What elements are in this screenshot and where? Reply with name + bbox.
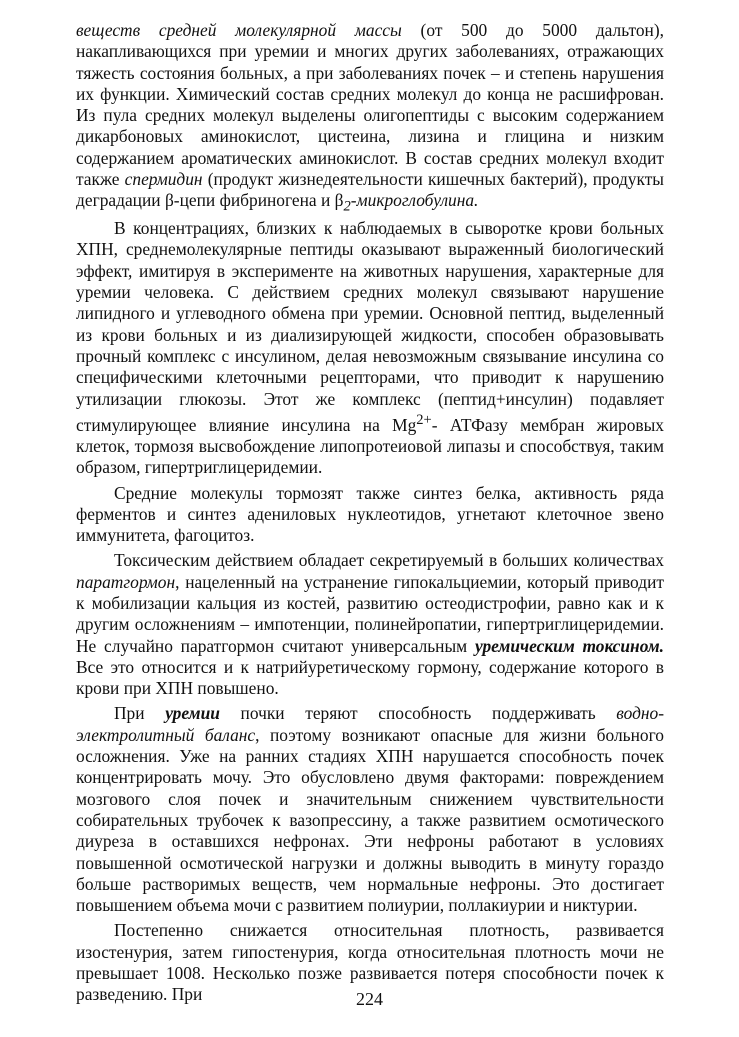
paragraph-2 [76,218,664,478]
superscript: 2+ [416,411,432,428]
term-spermidine: спермидин [124,169,203,190]
paragraph-text: Постепенно снижается относительная плотность, развивается изостенурия, затем гипостенурия, когда относительная плотность мочи не превышает 1008. Несколько позже развивается потеря способности почек к разведению. При [76,920,664,1005]
paragraph-text: Средние молекулы тормозят также синтез белка, активность ряда ферментов и синтез адениловых нуклеотидов, угнетают клеточное звено иммунитета, фагоцитоз. [76,482,664,546]
paragraph-text: - АТФазу мембран жировых клеток, тормозя высвобождение липопротеиовой липазы и способствуя, таким образом, гипертриглицеридемии. [76,414,664,478]
page-body [76,20,664,1006]
paragraph-text: При [114,703,166,724]
term-uremic-toxin: уремическим токсином. [474,635,664,656]
paragraph-text: В концентрациях, близких к наблюдаемых в сыворотке крови больных ХПН, среднемолекулярные пептиды оказывают выраженный биологический эффект, имитируя в эксперименте на животных нарушения, характерные для уремии человека. С действием средних молекул связывают нарушение липидного и углеводного обмена при уремии. Основной пептид, выделенный из крови больных и из диализирующей жидкости, способен образовывать прочный комплекс с инсулином, делая невозможным связывание инсулина со специфическими клеточными рецепторами, что приводит к нарушению утилизации глюкозы. Этот же комплекс (пептид+инсулин) подавляет стимулирующее влияние инсулина на Mg [76,218,664,435]
paragraph-3 [76,483,664,547]
paragraph-text: Все это относится и к натрийуретическому гормону, содержание которого в крови при ХПН повышено. [76,656,664,699]
term-water-electrolyte-balance: водно-электролитный баланс [76,703,664,745]
term-middle-molecules: веществ средней молекулярной массы [76,20,402,40]
paragraph-1 [76,20,664,218]
subscript: 2 [343,198,351,215]
paragraph-4 [76,550,664,699]
page-number: 224 [356,989,383,1009]
term-uremia: уремии [165,703,220,724]
paragraph-5 [76,703,664,916]
term-microglobulin: -микроглобулина. [350,190,479,211]
paragraph-text: , нацеленный на устранение гипокальциемии, который приводит к мобилизации кальция из костей, развитию остеодистрофии, равно как и к другим осложнениям – импотенции, полинейропатии, гипертриглицеридемии. Не случайно паратгормон считают универсальным [76,571,664,656]
paragraph-text: Токсическим действием обладает секретируемый в больших количествах [114,550,664,571]
term-parathormone: паратгормон [76,571,176,592]
paragraph-text: почки теряют способность поддерживать [219,703,617,724]
paragraph-text: (от 500 до 5000 дальтон), накапливающихся при уремии и многих других заболеваниях, отражающих тяжесть состояния больных, а при заболеваниях почек – и степень нарушения их функции. Химический состав средних молекул до конца не расшифрован. Из пула средних молекул выделены олигопептиды с высоким содержанием дикарбоновых аминокислот, цистеина, лизина и глицина и низким содержанием ароматических аминокислот. В состав средних молекул входит также [76,20,664,190]
paragraph-text: , поэтому возникают опасные для жизни больного осложнения. Уже на ранних стадиях ХПН нарушается способность почек концентрировать мочу. Это обусловлено двумя факторами: повреждением мозгового слоя почек и значительным снижением чувствительности собирательных трубочек к вазопрессину, а также развитием осмотического диуреза в оставшихся нефронах. Эти нефроны работают в условиях повышенной осмотической нагрузки и должны выводить в минуту гораздо больше растворимых веществ, чем нормальные нефроны. Это достигает повышением объема мочи с развитием полиурии, поллакиурии и никтурии. [76,724,664,916]
paragraph-text: (продукт жизнедеятельности кишечных бактерий), продукты деградации β-цепи фибриногена и β [76,169,664,211]
